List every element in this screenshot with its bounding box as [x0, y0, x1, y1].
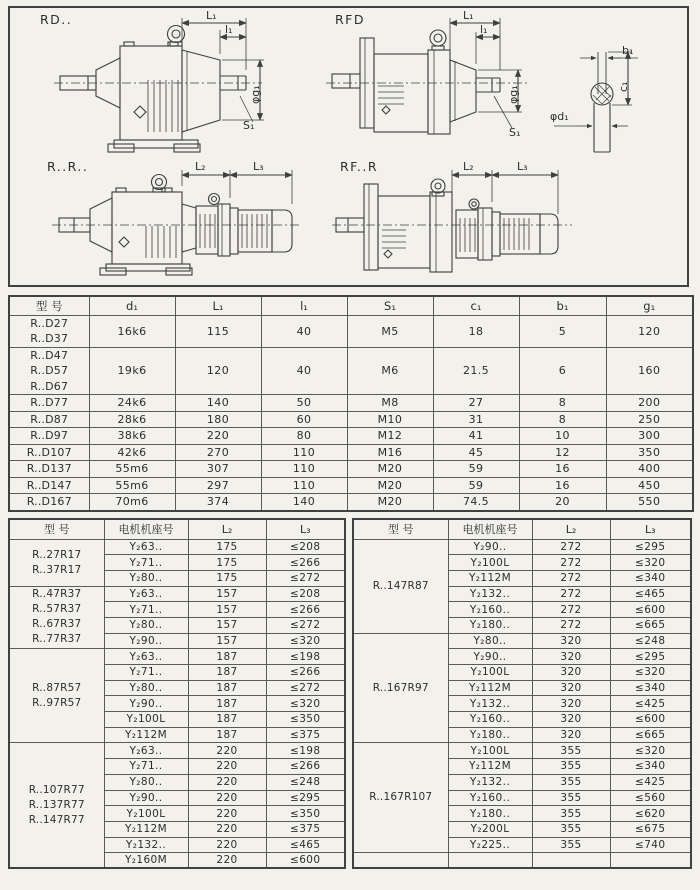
value-cell: 5: [519, 315, 606, 347]
value-cell: 55m6: [89, 461, 175, 478]
value-cell: ≤465: [266, 837, 345, 853]
value-cell: Y₂132..: [448, 586, 532, 602]
shaft-section-drawing: [554, 52, 638, 152]
table-row: [9, 494, 693, 511]
value-cell: 19k6: [89, 347, 175, 395]
value-cell: 38k6: [89, 428, 175, 445]
table-row: [9, 395, 693, 412]
model-cell: [353, 853, 448, 869]
model-cell: R..27R17 R..37R17: [9, 539, 104, 586]
value-cell: 28k6: [89, 411, 175, 428]
value-cell: Y₂80..: [104, 774, 188, 790]
value-cell: 120: [606, 315, 693, 347]
value-cell: Y₂100L: [104, 806, 188, 822]
value-cell: 157: [188, 617, 266, 633]
value-cell: ≤465: [610, 586, 691, 602]
drawings-panel: [8, 6, 689, 287]
value-cell: 8: [519, 395, 606, 412]
value-cell: 355: [532, 743, 610, 759]
table-row: [9, 444, 693, 461]
value-cell: ≤208: [266, 586, 345, 602]
value-cell: Y₂80..: [104, 680, 188, 696]
model-cell: R..D107: [9, 444, 89, 461]
value-cell: 220: [188, 821, 266, 837]
value-cell: 42k6: [89, 444, 175, 461]
column-header: b₁: [519, 296, 606, 315]
column-header: L₃: [266, 519, 345, 539]
dimension-table: [8, 295, 694, 512]
table-row: [353, 539, 691, 555]
model-cell: R..147R87: [353, 539, 448, 633]
value-cell: 320: [532, 712, 610, 728]
rd-dim-g1: φg₁: [249, 85, 262, 104]
value-cell: 250: [606, 411, 693, 428]
value-cell: ≤665: [610, 727, 691, 743]
value-cell: Y₂160M: [104, 853, 188, 869]
model-cell: R..D137: [9, 461, 89, 478]
rr-dim-L3: L₃: [253, 160, 264, 173]
rfd-dim-l1: l₁: [480, 23, 488, 36]
value-cell: 307: [175, 461, 261, 478]
model-cell: R..D167: [9, 494, 89, 511]
value-cell: 220: [188, 774, 266, 790]
value-cell: 175: [188, 555, 266, 571]
value-cell: 80: [261, 428, 347, 445]
value-cell: 16k6: [89, 315, 175, 347]
value-cell: M6: [347, 347, 433, 395]
column-header: S₁: [347, 296, 433, 315]
header-row: [9, 296, 693, 315]
value-cell: 16: [519, 477, 606, 494]
value-cell: Y₂63..: [104, 539, 188, 555]
value-cell: ≤320: [610, 743, 691, 759]
value-cell: 220: [188, 837, 266, 853]
value-cell: ≤248: [610, 633, 691, 649]
value-cell: ≤375: [266, 821, 345, 837]
value-cell: Y₂71..: [104, 602, 188, 618]
value-cell: ≤340: [610, 570, 691, 586]
section-dim-c1: c₁: [617, 81, 630, 92]
technical-drawings: [10, 8, 687, 285]
value-cell: 74.5: [433, 494, 519, 511]
rr-title: R..R..: [47, 159, 89, 174]
value-cell: 220: [188, 853, 266, 869]
table-row: [9, 586, 345, 602]
value-cell: ≤208: [266, 539, 345, 555]
value-cell: Y₂100L: [448, 665, 532, 681]
value-cell: 550: [606, 494, 693, 511]
rr-dim-L2: L₂: [195, 160, 206, 173]
rd-dim-l1: l₁: [225, 23, 233, 36]
value-cell: ≤272: [266, 680, 345, 696]
value-cell: Y₂100L: [104, 712, 188, 728]
value-cell: M12: [347, 428, 433, 445]
model-cell: R..D147: [9, 477, 89, 494]
header-row: [9, 519, 345, 539]
value-cell: 220: [188, 743, 266, 759]
value-cell: 10: [519, 428, 606, 445]
column-header: 电机机座号: [448, 519, 532, 539]
value-cell: 220: [188, 759, 266, 775]
value-cell: 45: [433, 444, 519, 461]
value-cell: ≤560: [610, 790, 691, 806]
value-cell: ≤340: [610, 759, 691, 775]
rd-dim-L1: L₁: [206, 9, 217, 22]
value-cell: Y₂80..: [448, 633, 532, 649]
value-cell: ≤248: [266, 774, 345, 790]
value-cell: 355: [532, 790, 610, 806]
value-cell: 175: [188, 570, 266, 586]
value-cell: ≤675: [610, 821, 691, 837]
value-cell: Y₂180..: [448, 806, 532, 822]
table-row: [9, 315, 693, 347]
value-cell: 220: [175, 428, 261, 445]
value-cell: Y₂100L: [448, 743, 532, 759]
value-cell: 70m6: [89, 494, 175, 511]
value-cell: 180: [175, 411, 261, 428]
value-cell: 355: [532, 837, 610, 853]
value-cell: ≤320: [266, 696, 345, 712]
value-cell: Y₂200L: [448, 821, 532, 837]
column-header: L₂: [188, 519, 266, 539]
value-cell: ≤320: [610, 665, 691, 681]
value-cell: 27: [433, 395, 519, 412]
value-cell: 140: [261, 494, 347, 511]
column-header: g₁: [606, 296, 693, 315]
motor-table-right: [352, 518, 692, 869]
value-cell: Y₂80..: [104, 617, 188, 633]
value-cell: Y₂112M: [104, 727, 188, 743]
column-header: 型 号: [353, 519, 448, 539]
rfr-drawing: [332, 170, 572, 272]
model-cell: R..47R37 R..57R37 R..67R37 R..77R37: [9, 586, 104, 649]
value-cell: 350: [606, 444, 693, 461]
rd-drawing: [54, 18, 264, 152]
section-dim-b1: b₁: [622, 44, 634, 57]
model-cell: R..D47 R..D57 R..D67: [9, 347, 89, 395]
value-cell: Y₂90..: [448, 649, 532, 665]
value-cell: ≤266: [266, 602, 345, 618]
value-cell: 175: [188, 539, 266, 555]
model-cell: R..167R107: [353, 743, 448, 853]
value-cell: 20: [519, 494, 606, 511]
value-cell: Y₂80..: [104, 570, 188, 586]
table-row: [353, 743, 691, 759]
value-cell: ≤320: [610, 555, 691, 571]
value-cell: 59: [433, 477, 519, 494]
value-cell: 187: [188, 696, 266, 712]
value-cell: M5: [347, 315, 433, 347]
value-cell: [610, 853, 691, 869]
value-cell: Y₂132..: [448, 696, 532, 712]
value-cell: 110: [261, 444, 347, 461]
value-cell: M20: [347, 461, 433, 478]
table-row: [9, 428, 693, 445]
value-cell: 8: [519, 411, 606, 428]
value-cell: [448, 853, 532, 869]
value-cell: 355: [532, 774, 610, 790]
value-cell: 157: [188, 586, 266, 602]
value-cell: 374: [175, 494, 261, 511]
value-cell: [532, 853, 610, 869]
column-header: L₁: [175, 296, 261, 315]
table-row: [9, 461, 693, 478]
value-cell: 272: [532, 586, 610, 602]
value-cell: 200: [606, 395, 693, 412]
column-header: 型 号: [9, 296, 89, 315]
header-row: [353, 519, 691, 539]
value-cell: ≤425: [610, 774, 691, 790]
value-cell: ≤198: [266, 649, 345, 665]
value-cell: Y₂90..: [104, 696, 188, 712]
value-cell: 40: [261, 347, 347, 395]
table-row: [353, 853, 691, 869]
value-cell: Y₂63..: [104, 649, 188, 665]
value-cell: 187: [188, 649, 266, 665]
value-cell: 24k6: [89, 395, 175, 412]
value-cell: 355: [532, 759, 610, 775]
value-cell: ≤295: [266, 790, 345, 806]
value-cell: ≤600: [610, 602, 691, 618]
rfr-title: RF..R: [340, 159, 378, 174]
value-cell: 270: [175, 444, 261, 461]
value-cell: ≤600: [610, 712, 691, 728]
value-cell: ≤600: [266, 853, 345, 869]
value-cell: Y₂180..: [448, 617, 532, 633]
rfr-dim-L3: L₃: [517, 160, 528, 173]
value-cell: ≤320: [266, 633, 345, 649]
value-cell: 272: [532, 617, 610, 633]
value-cell: 272: [532, 555, 610, 571]
value-cell: ≤740: [610, 837, 691, 853]
table-row: [9, 649, 345, 665]
model-cell: R..87R57 R..97R57: [9, 649, 104, 743]
rfd-dim-L1: L₁: [463, 9, 474, 22]
value-cell: Y₂160..: [448, 712, 532, 728]
value-cell: ≤272: [266, 570, 345, 586]
value-cell: ≤375: [266, 727, 345, 743]
column-header: d₁: [89, 296, 175, 315]
value-cell: 157: [188, 602, 266, 618]
model-cell: R..D97: [9, 428, 89, 445]
value-cell: Y₂180..: [448, 727, 532, 743]
value-cell: ≤266: [266, 555, 345, 571]
value-cell: Y₂90..: [448, 539, 532, 555]
value-cell: 115: [175, 315, 261, 347]
value-cell: Y₂71..: [104, 759, 188, 775]
model-cell: R..D87: [9, 411, 89, 428]
rd-dim-S1: S₁: [243, 119, 255, 132]
rfd-dim-S1: S₁: [509, 126, 521, 139]
value-cell: ≤665: [610, 617, 691, 633]
table-row: [9, 743, 345, 759]
value-cell: ≤425: [610, 696, 691, 712]
value-cell: 297: [175, 477, 261, 494]
value-cell: ≤266: [266, 665, 345, 681]
value-cell: 320: [532, 680, 610, 696]
table-row: [353, 633, 691, 649]
value-cell: 187: [188, 665, 266, 681]
value-cell: Y₂63..: [104, 743, 188, 759]
motor-tables: [8, 518, 692, 869]
model-cell: R..D27 R..D37: [9, 315, 89, 347]
value-cell: 160: [606, 347, 693, 395]
value-cell: 18: [433, 315, 519, 347]
value-cell: Y₂71..: [104, 555, 188, 571]
value-cell: 40: [261, 315, 347, 347]
value-cell: ≤340: [610, 680, 691, 696]
column-header: 电机机座号: [104, 519, 188, 539]
value-cell: 320: [532, 696, 610, 712]
value-cell: Y₂90..: [104, 633, 188, 649]
value-cell: 140: [175, 395, 261, 412]
table-row: [9, 347, 693, 395]
value-cell: 187: [188, 727, 266, 743]
value-cell: Y₂112M: [448, 759, 532, 775]
value-cell: 320: [532, 665, 610, 681]
model-cell: R..167R97: [353, 633, 448, 743]
value-cell: 110: [261, 477, 347, 494]
value-cell: Y₂112M: [448, 570, 532, 586]
value-cell: 220: [188, 806, 266, 822]
value-cell: Y₂63..: [104, 586, 188, 602]
value-cell: 187: [188, 680, 266, 696]
column-header: 型 号: [9, 519, 104, 539]
value-cell: 320: [532, 649, 610, 665]
rfd-dim-g1: φg₁: [507, 85, 520, 104]
model-cell: R..D77: [9, 395, 89, 412]
value-cell: 272: [532, 602, 610, 618]
value-cell: M20: [347, 494, 433, 511]
value-cell: Y₂90..: [104, 790, 188, 806]
value-cell: M20: [347, 477, 433, 494]
table-row: [9, 411, 693, 428]
value-cell: 355: [532, 821, 610, 837]
rr-drawing: [52, 170, 302, 275]
value-cell: 110: [261, 461, 347, 478]
value-cell: ≤272: [266, 617, 345, 633]
value-cell: ≤295: [610, 539, 691, 555]
value-cell: 400: [606, 461, 693, 478]
value-cell: 60: [261, 411, 347, 428]
value-cell: ≤350: [266, 712, 345, 728]
value-cell: 272: [532, 570, 610, 586]
value-cell: 59: [433, 461, 519, 478]
column-header: c₁: [433, 296, 519, 315]
rfr-dim-L2: L₂: [463, 160, 474, 173]
rfd-title: RFD: [335, 12, 366, 27]
value-cell: ≤295: [610, 649, 691, 665]
value-cell: 16: [519, 461, 606, 478]
value-cell: Y₂112M: [448, 680, 532, 696]
value-cell: Y₂132..: [104, 837, 188, 853]
value-cell: ≤620: [610, 806, 691, 822]
table-row: [9, 477, 693, 494]
value-cell: 355: [532, 806, 610, 822]
column-header: L₂: [532, 519, 610, 539]
column-header: l₁: [261, 296, 347, 315]
table-row: [9, 539, 345, 555]
column-header: L₃: [610, 519, 691, 539]
value-cell: Y₂225..: [448, 837, 532, 853]
value-cell: 187: [188, 712, 266, 728]
value-cell: 320: [532, 727, 610, 743]
value-cell: Y₂100L: [448, 555, 532, 571]
value-cell: 450: [606, 477, 693, 494]
value-cell: M8: [347, 395, 433, 412]
value-cell: ≤198: [266, 743, 345, 759]
rfd-drawing: [326, 18, 530, 134]
value-cell: 320: [532, 633, 610, 649]
value-cell: 41: [433, 428, 519, 445]
value-cell: Y₂160..: [448, 602, 532, 618]
value-cell: Y₂160..: [448, 790, 532, 806]
section-dim-d1: φd₁: [550, 110, 569, 123]
rd-title: RD..: [40, 12, 73, 27]
model-cell: R..107R77 R..137R77 R..147R77: [9, 743, 104, 869]
value-cell: 31: [433, 411, 519, 428]
motor-table-left: [8, 518, 346, 869]
value-cell: 220: [188, 790, 266, 806]
value-cell: ≤266: [266, 759, 345, 775]
value-cell: Y₂71..: [104, 665, 188, 681]
value-cell: ≤350: [266, 806, 345, 822]
value-cell: Y₂132..: [448, 774, 532, 790]
value-cell: Y₂112M: [104, 821, 188, 837]
value-cell: 120: [175, 347, 261, 395]
value-cell: M10: [347, 411, 433, 428]
value-cell: 21.5: [433, 347, 519, 395]
value-cell: 6: [519, 347, 606, 395]
value-cell: M16: [347, 444, 433, 461]
value-cell: 50: [261, 395, 347, 412]
value-cell: 157: [188, 633, 266, 649]
value-cell: 55m6: [89, 477, 175, 494]
value-cell: 12: [519, 444, 606, 461]
value-cell: 300: [606, 428, 693, 445]
value-cell: 272: [532, 539, 610, 555]
